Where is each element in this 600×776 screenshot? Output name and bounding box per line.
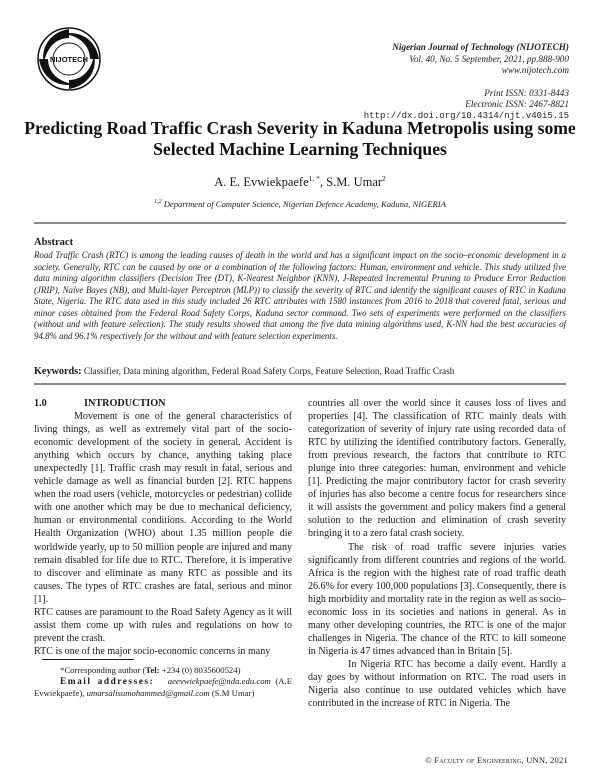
paragraph: RTC is one of the major socio-economic concerns in many <box>34 645 271 657</box>
paragraph: In Nigeria RTC has become a daily event. Hardly a day goes by without information on RTC. The road users in Nigeria also continue to use outdated vehicles which have contributed in the increase of RTC in Nigeria. The <box>308 658 566 710</box>
journal-header <box>364 42 569 122</box>
email-1-owner: (A.E Evwiekpaefe), <box>34 676 293 698</box>
paragraph: countries all over the world since it causes loss of lives and properties [4]. The classification of RTC mainly deals with categorization of severity of injury rate using recorded data of RTC by utilizing the identified contributory factors. Generally, from previous research, the factors that contribute to RTC plunge into three categories: human, environment and vehicle [1]. Predicting the major contributory factor for crash severity of injuries has also become a centre focus for researchers since it will assists the government and policy makers find a general solution to the reduction and elimination of crash severity bringing it to a zero fatal crash society. <box>308 398 566 540</box>
journal-logo <box>36 26 102 92</box>
header-divider <box>34 222 566 224</box>
journal-name: Nigerian Journal of Technology (NIJOTECH) <box>392 42 569 52</box>
author-1-affil: 1, * <box>308 174 320 183</box>
section-heading <box>34 397 292 410</box>
affiliation-marker: 1,2 <box>154 199 162 206</box>
left-column <box>34 397 292 658</box>
authors <box>0 174 600 190</box>
tel-label: Tel: <box>145 665 160 675</box>
copyright: © Faculty of Engineering, UNN, 2021 <box>425 755 568 765</box>
paragraph: Movement is one of the general characteristics of living things, as well as extremely vital part of the socio-economic development of the society in general. Accident is anything which occurs by chance, anything taking place unexpectedly [1]. Traffic crash may result in fatal, serious and vehicle damage as well as financial burden [2]. RTC happens when the road users (vehicle, motorcycles or pedestrian) collide with one another which may be due to mechanical deficiency, human or environmental conditions. According to the World Health Organization (WHO) about 1.35 million people die worldwide yearly, up to 50 million people are injured and many remain disabled for life due to RTC. Therefore, it is imperative to discover and eliminate as many RTC as possible and its causes. The types of RTC crashes are fatal, serious and minor [1]. <box>34 411 292 605</box>
corresponding-author <box>34 665 292 676</box>
affiliation <box>0 199 600 209</box>
title-line-2: Selected Machine Learning Techniques <box>153 139 447 159</box>
corr-prefix: *Corresponding author ( <box>60 665 146 675</box>
section-number: 1.0 <box>34 398 47 409</box>
tel-value: +234 (0) 8035600524) <box>159 665 241 675</box>
electronic-issn: Electronic ISSN: 2467-8821 <box>465 99 569 109</box>
section-title: INTRODUCTION <box>84 398 166 409</box>
email-1[interactable]: aeevwiekpaefe@nda.edu.com <box>167 676 271 686</box>
email-2-owner: (S.M Umar) <box>211 688 255 698</box>
abstract-heading: Abstract <box>34 237 74 248</box>
logo-text: NIJOTECH <box>50 55 88 64</box>
title-line-1: Predicting Road Traffic Crash Severity in Kaduna Metropolis using some <box>24 118 576 138</box>
email-2[interactable]: umarsalisumohammed@gmail.com <box>86 688 210 698</box>
author-2-affil: 2 <box>382 174 386 183</box>
author-separator: , <box>319 175 327 190</box>
footnote <box>34 665 292 699</box>
footnote-divider <box>42 659 134 660</box>
paragraph: RTC causes are paramount to the Road Safety Agency as it will assist them come up with rules and regulations on how to prevent the crash. <box>34 606 292 644</box>
email-addresses <box>34 676 292 699</box>
keywords-label: Keywords: <box>34 366 82 377</box>
keywords-text: Classifier, Data mining algorithm, Federal Road Safety Corps, Feature Selection, Road Traffic Crash <box>81 366 455 376</box>
journal-website[interactable]: www.nijotech.com <box>501 65 569 75</box>
paragraph: The risk of road traffic severe injuries varies significantly from different countries and regions of the world. Africa is the region with the highest rate of road traffic death 26.6% for every 100,000 populations [3]. Consequently, there is high morbidity and mortality rate in the region as well as socio–economic loss in its societies and nations in general. As in many other developing countries, the RTC is one of the major challenges in Nigeria. The chance of the RTC to kill someone in Nigeria is 47 times advanced than in Britain [5]. <box>308 541 566 657</box>
abstract-text: Road Traffic Crash (RTC) is among the leading causes of death in the world and has a significant impact on the socio–economic development in a society. Generally, RTC can be caused by one or a combination of the following factors: Human, environment and vehicle. This study utilized five data mining algorithm classifiers (Decision Tree (DT), K-Nearest Neighbor (KNN), J-Repeated Incremental Pruning to Produce Error Reduction (JRIP), Naïve Bayes (NB), and Multi-layer Perceptron (MLP)) to classify the severity of RTC and identify the significant causes of RTC in Kaduna State, Nigeria. The RTC data used in this study included 26 RTC attributes with 1580 instances from 2016 to 2018 that covered fatal, serious and minor cases obtained from the Federal Road Safety Corps, Kaduna sector command. Two sets of experiments were performed on the classifiers (without and with feature selection). The study results showed that among the five data mining algorithms used, K-NN had the best accuracies of 94.8% and 96.1% respectively for the without and with feature selection experiments. <box>34 250 566 341</box>
right-column <box>308 397 566 710</box>
affiliation-text: Department of Computer Science, Nigerian Defence Academy, Kaduna, NIGERIA <box>161 199 446 209</box>
print-issn: Print ISSN: 0331-8443 <box>484 87 569 98</box>
journal-logo-swirl-icon <box>36 26 102 92</box>
page-footer <box>0 755 568 765</box>
keywords-divider <box>34 383 566 385</box>
journal-volume: Vol. 40, No. 5 September, 2021, pp.888-900 <box>409 53 569 64</box>
paper-title <box>20 118 580 160</box>
doi-link[interactable]: http://dx.doi.org/10.4314/njt.v40i5.15 <box>363 110 569 121</box>
keywords <box>34 366 454 377</box>
author-1: A. E. Evwiekpaefe <box>214 175 309 190</box>
author-2: S.M. Umar <box>326 175 383 190</box>
email-label: Email addresses: <box>60 677 155 687</box>
